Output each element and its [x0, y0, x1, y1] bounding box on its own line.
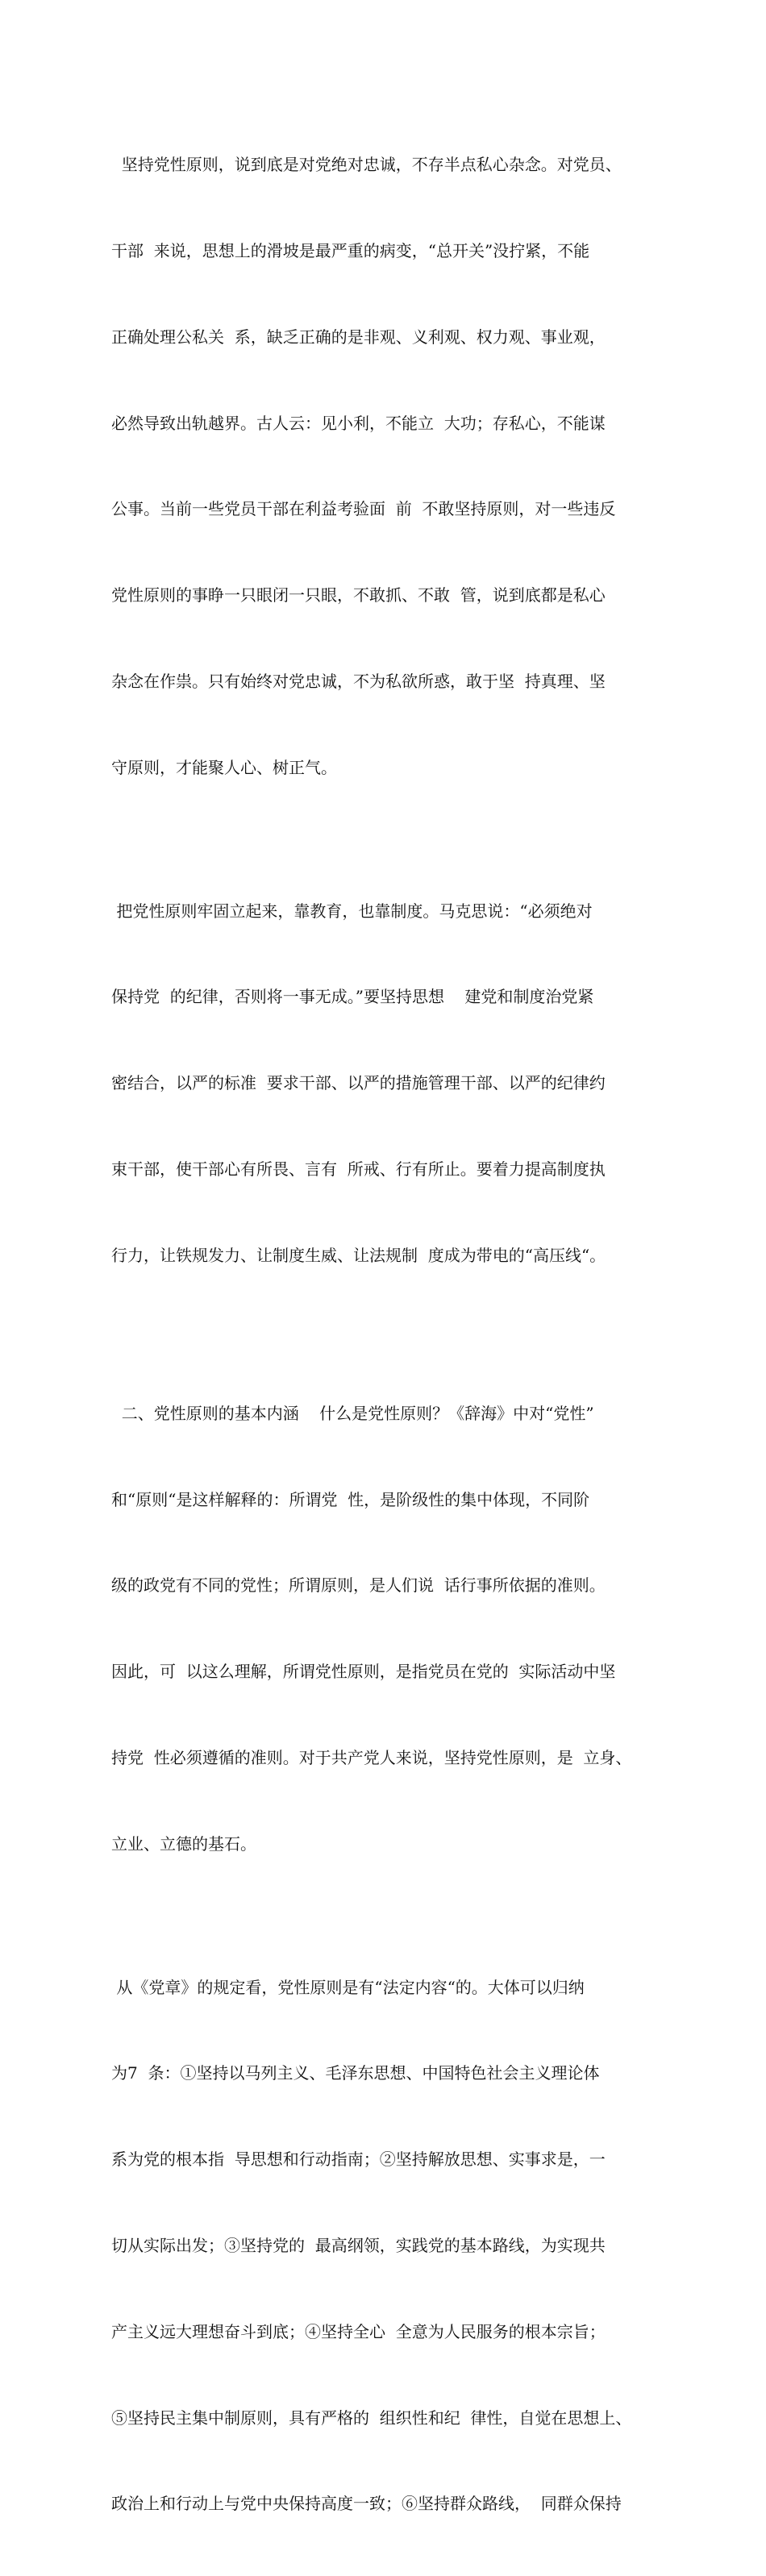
document-page — [111, 94, 668, 2576]
text-line: 党性原则的事睁一只眼闭一只眼，不敢抓、不敢 管，说到底都是私心 — [111, 585, 606, 606]
text-line: 正确处理公私关 系，缺乏正确的是非观、义利观、权力观、事业观， — [111, 327, 606, 347]
text-line: ⑤坚持民主集中制原则，具有严格的 组织性和纪 律性，自觉在思想上、 — [111, 2407, 632, 2428]
text-line: 和“原则“是这样解释的：所谓党 性，是阶级性的集中体现，不同阶 — [111, 1489, 590, 1509]
paragraph-party-loyalty — [111, 94, 668, 839]
text-line: 持党 性必须遵循的准则。对于共产党人来说，坚持党性原则，是 立身、 — [111, 1747, 632, 1767]
text-line: 从《党章》的规定看，党性原则是有“法定内容“的。大体可以归纳 — [111, 1977, 585, 1997]
text-line: 公事。当前一些党员干部在利益考验面 前 不敢坚持原则，对一些违反 — [111, 499, 616, 519]
text-line: 必然导致出轨越界。古人云：见小利，不能立 大功；存私心，不能谋 — [111, 413, 606, 433]
text-line: 级的政党有不同的党性；所谓原则，是人们说 话行事所依据的准则。 — [111, 1575, 606, 1596]
text-line: 坚持党性原则，说到底是对党绝对忠诚，不存半点私心杂念。对党员、 — [111, 155, 622, 175]
text-line: 产主义远大理想奋斗到底；④坚持全心 全意为人民服务的根本宗旨； — [111, 2321, 606, 2341]
text-line: 干部 来说，思想上的滑坡是最严重的病变，“总开关”没拧紧，不能 — [111, 240, 590, 260]
text-line: 行力，让铁规发力、让制度生威、让法规制 度成为带电的“高压线“。 — [111, 1245, 606, 1265]
text-line: 因此，可 以这么理解，所谓党性原则，是指党员在党的 实际活动中坚 — [111, 1662, 616, 1682]
text-line: 杂念在作祟。只有始终对党忠诚，不为私欲所惑，敢于坚 持真理、坚 — [111, 671, 606, 691]
paragraph-party-constitution — [111, 1916, 668, 2576]
text-line: 二、党性原则的基本内涵 什么是党性原则？《辞海》中对“党性” — [111, 1403, 594, 1423]
text-line: 政治上和行动上与党中央保持高度一致；⑥坚持群众路线， 同群众保持 — [111, 2494, 622, 2514]
text-line: 密结合，以严的标准 要求干部、以严的措施管理干部、以严的纪律约 — [111, 1073, 606, 1093]
paragraph-section-two-heading — [111, 1342, 668, 1916]
text-line: 切从实际出发；③坚持党的 最高纲领，实践党的基本路线，为实现共 — [111, 2235, 606, 2255]
text-line: 守原则，才能聚人心、树正气。 — [111, 757, 337, 777]
text-line: 立业、立德的基石。 — [111, 1833, 256, 1854]
text-line: 为7 条：①坚持以马列主义、毛泽东思想、中国特色社会主义理论体 — [111, 2063, 600, 2083]
text-line: 把党性原则牢固立起来，靠教育，也靠制度。马克思说：“必须绝对 — [111, 901, 593, 921]
section-spacer — [111, 1328, 668, 1342]
text-line: 系为党的根本指 导思想和行动指南；②坚持解放思想、实事求是，一 — [111, 2149, 606, 2170]
text-line: 保持党 的纪律，否则将一事无成。”要坚持思想 建党和制度治党紧 — [111, 987, 594, 1007]
paragraph-education-and-system — [111, 839, 668, 1327]
text-line: 束干部，使干部心有所畏、言有 所戒、行有所止。要着力提高制度执 — [111, 1159, 606, 1179]
